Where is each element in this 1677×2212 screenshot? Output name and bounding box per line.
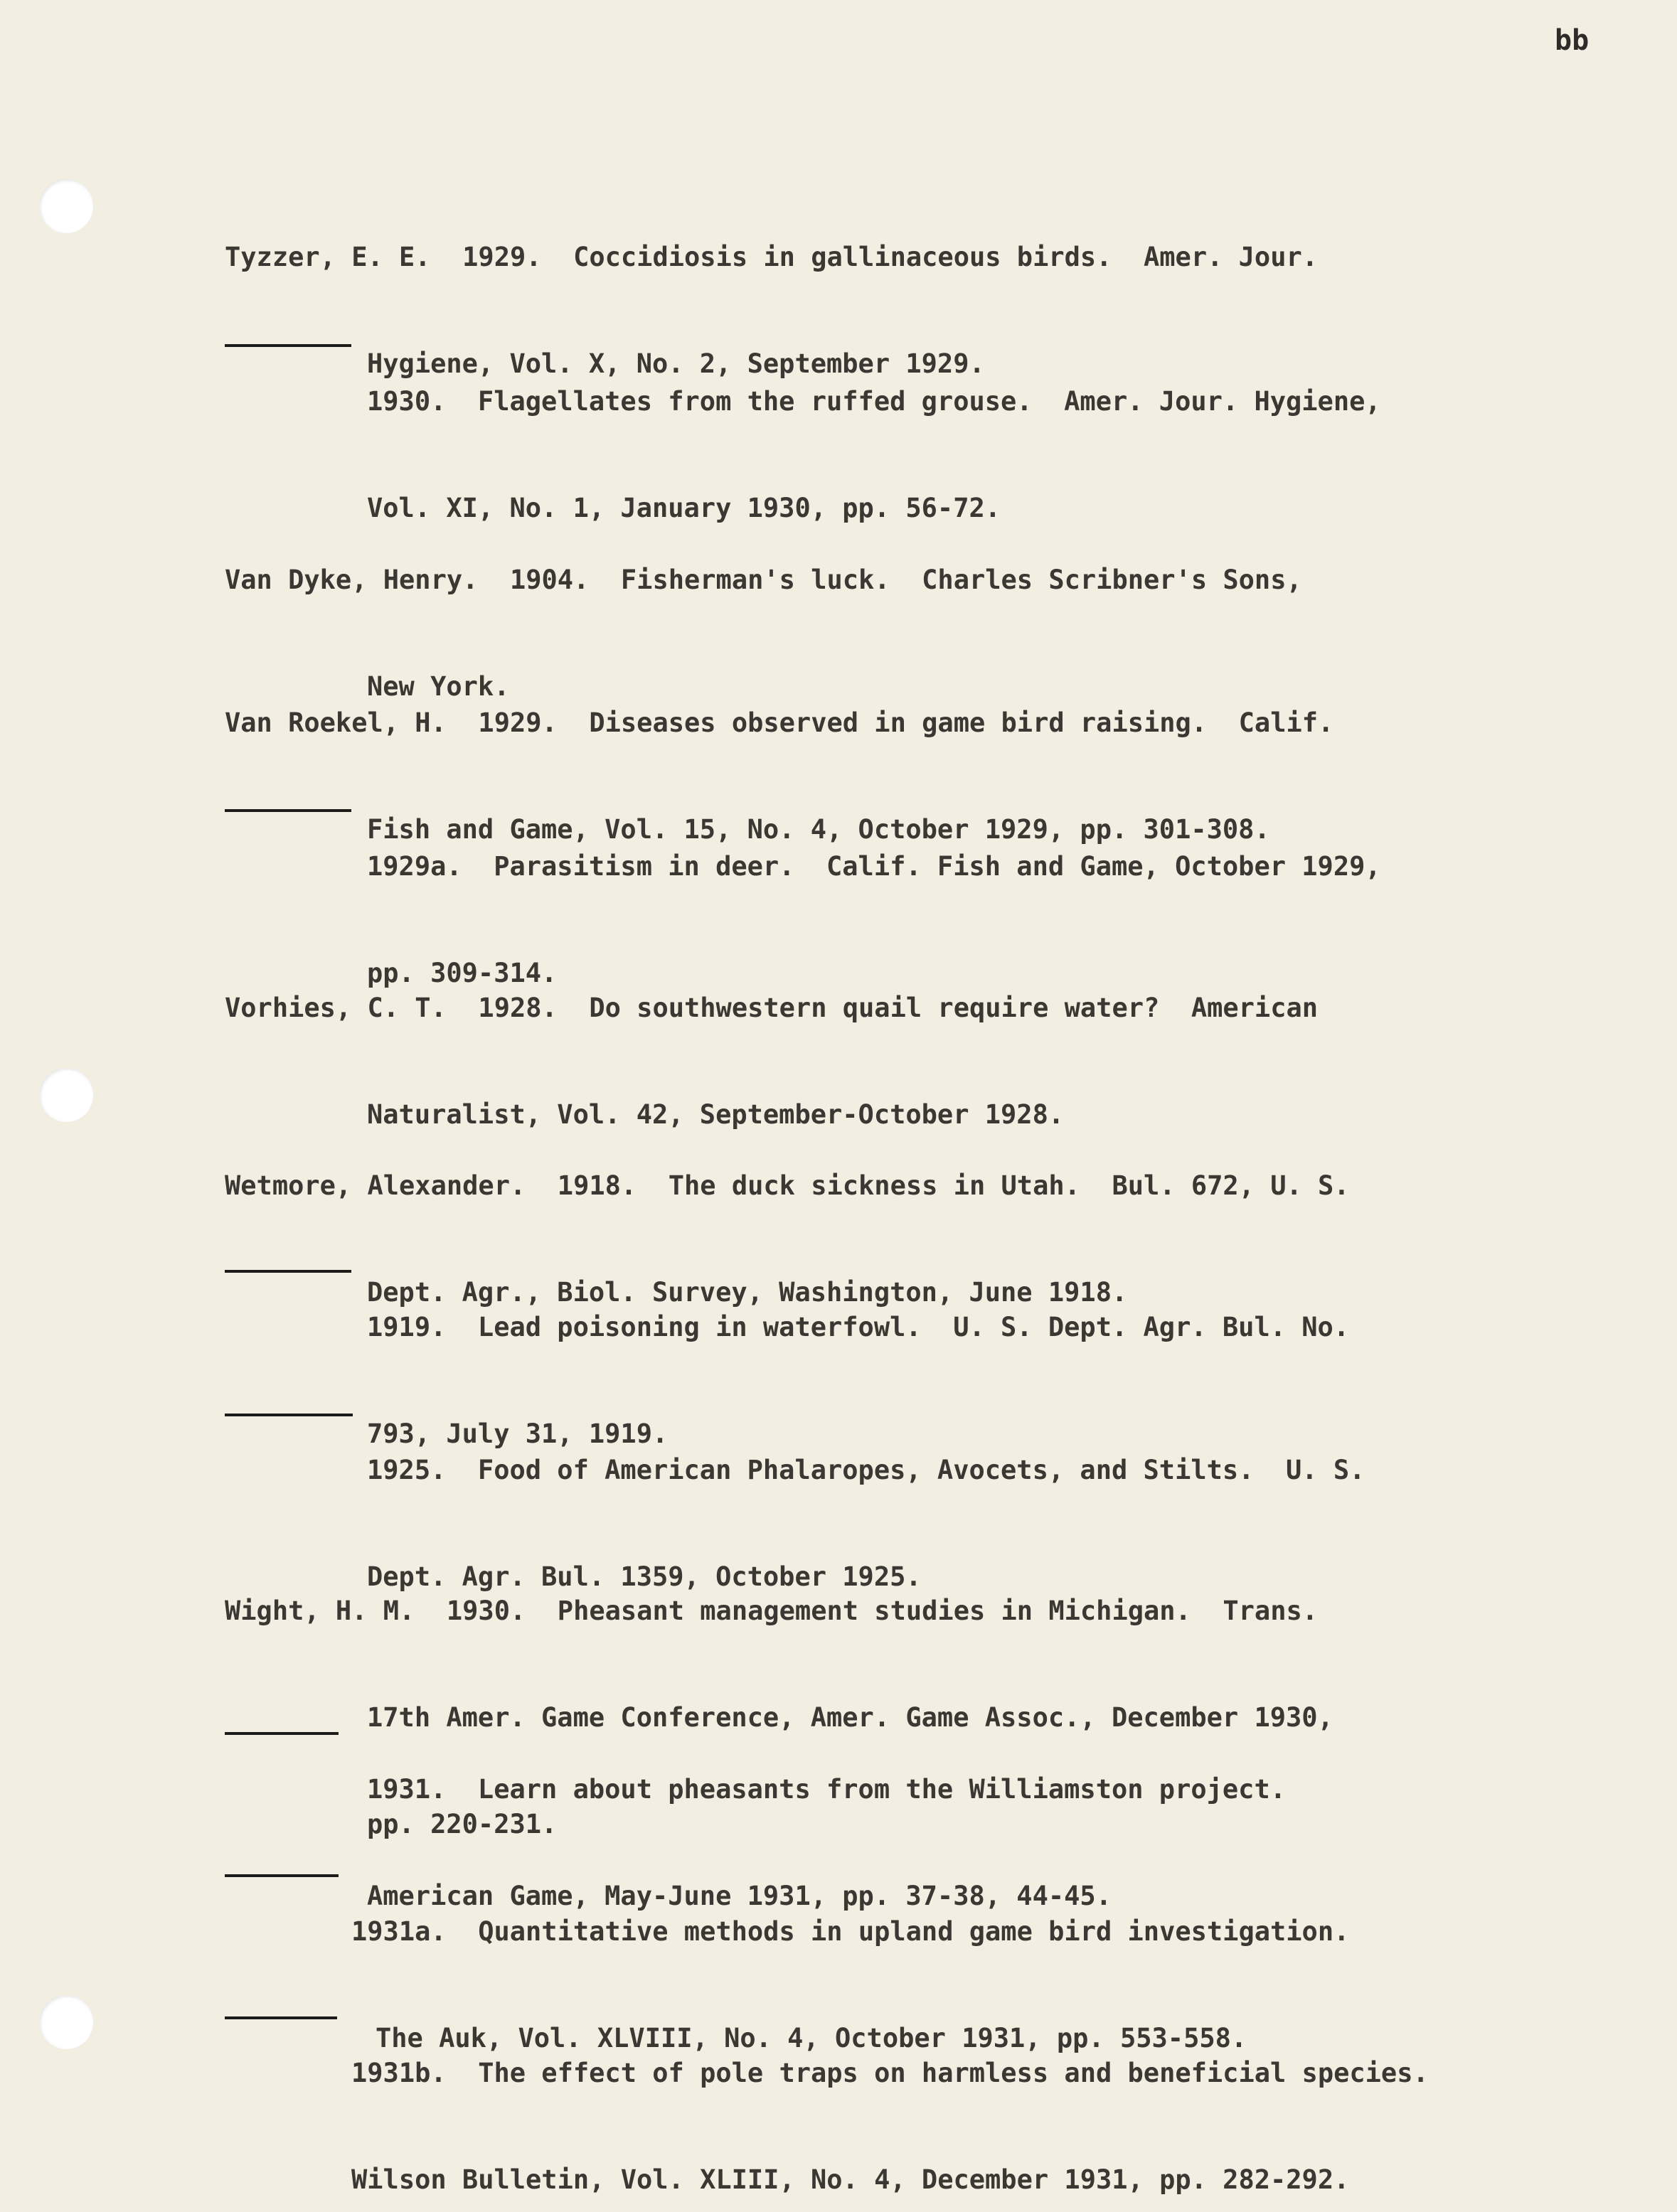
entry-line: Dept. Agr., Biol. Survey, Washington, June 1918. (367, 1277, 1128, 1308)
entry-line: Dept. Agr. Bul. 1359, October 1925. (367, 1561, 922, 1592)
punch-hole-top (39, 179, 93, 233)
page-number: bb (1555, 24, 1590, 57)
same-author-rule (225, 2016, 337, 2019)
entry-line: Van Dyke, Henry. 1904. Fisherman's luck. Charles Scribner's Sons, (225, 565, 1302, 595)
entry-line: 1925. Food of American Phalaropes, Avocets, and Stilts. U. S. (367, 1455, 1365, 1485)
same-author-rule (225, 1732, 339, 1735)
entry-line: Vol. XI, No. 1, January 1930, pp. 56-72. (367, 493, 1001, 523)
entry-line: 1919. Lead poisoning in waterfowl. U. S. Dept. Agr. Bul. No. (367, 1312, 1350, 1342)
entry-line: 1929a. Parasitism in deer. Calif. Fish and Game, October 1929, (367, 851, 1381, 882)
entry-line: 1931. Learn about pheasants from the Williamston project. (367, 1774, 1287, 1805)
entry-line: pp. 220-231. (367, 1809, 558, 1839)
punch-hole-bottom (39, 1995, 93, 2049)
bibliography-entry (351, 1984, 1429, 2212)
same-author-rule (225, 344, 351, 347)
entry-line: Naturalist, Vol. 42, September-October 1928. (367, 1099, 1065, 1130)
entry-line: Wight, H. M. 1930. Pheasant management studies in Michigan. Trans. (225, 1596, 1319, 1626)
entry-line: pp. 309-314. (367, 958, 558, 988)
entry-line: Hygiene, Vol. X, No. 2, September 1929. (367, 348, 985, 379)
same-author-rule (225, 1414, 353, 1416)
entry-line: The Auk, Vol. XLVIII, No. 4, October 1931, pp. 553-558. (376, 2023, 1247, 2053)
entry-line: Vorhies, C. T. 1928. Do southwestern quail require water? American (225, 993, 1319, 1023)
entry-line: 793, July 31, 1919. (367, 1418, 669, 1449)
entry-line: Wetmore, Alexander. 1918. The duck sickness in Utah. Bul. 672, U. S. (225, 1170, 1350, 1201)
entry-line: Fish and Game, Vol. 15, No. 4, October 1929, pp. 301-308. (367, 814, 1270, 845)
same-author-rule (225, 809, 351, 812)
punch-hole-middle (39, 1068, 93, 1122)
same-author-rule (225, 1270, 351, 1273)
entry-line: 1931a. Quantitative methods in upland game bird investigation. (351, 1916, 1350, 1947)
entry-line: New York. (367, 671, 510, 702)
entry-line: 17th Amer. Game Conference, Amer. Game Assoc., December 1930, (367, 1702, 1333, 1733)
entry-line: Van Roekel, H. 1929. Diseases observed in game bird raising. Calif. (225, 707, 1334, 738)
entry-line: American Game, May-June 1931, pp. 37-38, 44-45. (367, 1881, 1112, 1911)
same-author-rule (225, 1874, 339, 1877)
entry-line: Tyzzer, E. E. 1929. Coccidiosis in gallinaceous birds. Amer. Jour. (225, 242, 1319, 272)
entry-line: 1931b. The effect of pole traps on harmless and beneficial species. (351, 2058, 1429, 2088)
entry-line: Wilson Bulletin, Vol. XLIII, No. 4, December 1931, pp. 282-292. (351, 2164, 1350, 2195)
entry-line: 1930. Flagellates from the ruffed grouse. Amer. Jour. Hygiene, (367, 386, 1381, 417)
